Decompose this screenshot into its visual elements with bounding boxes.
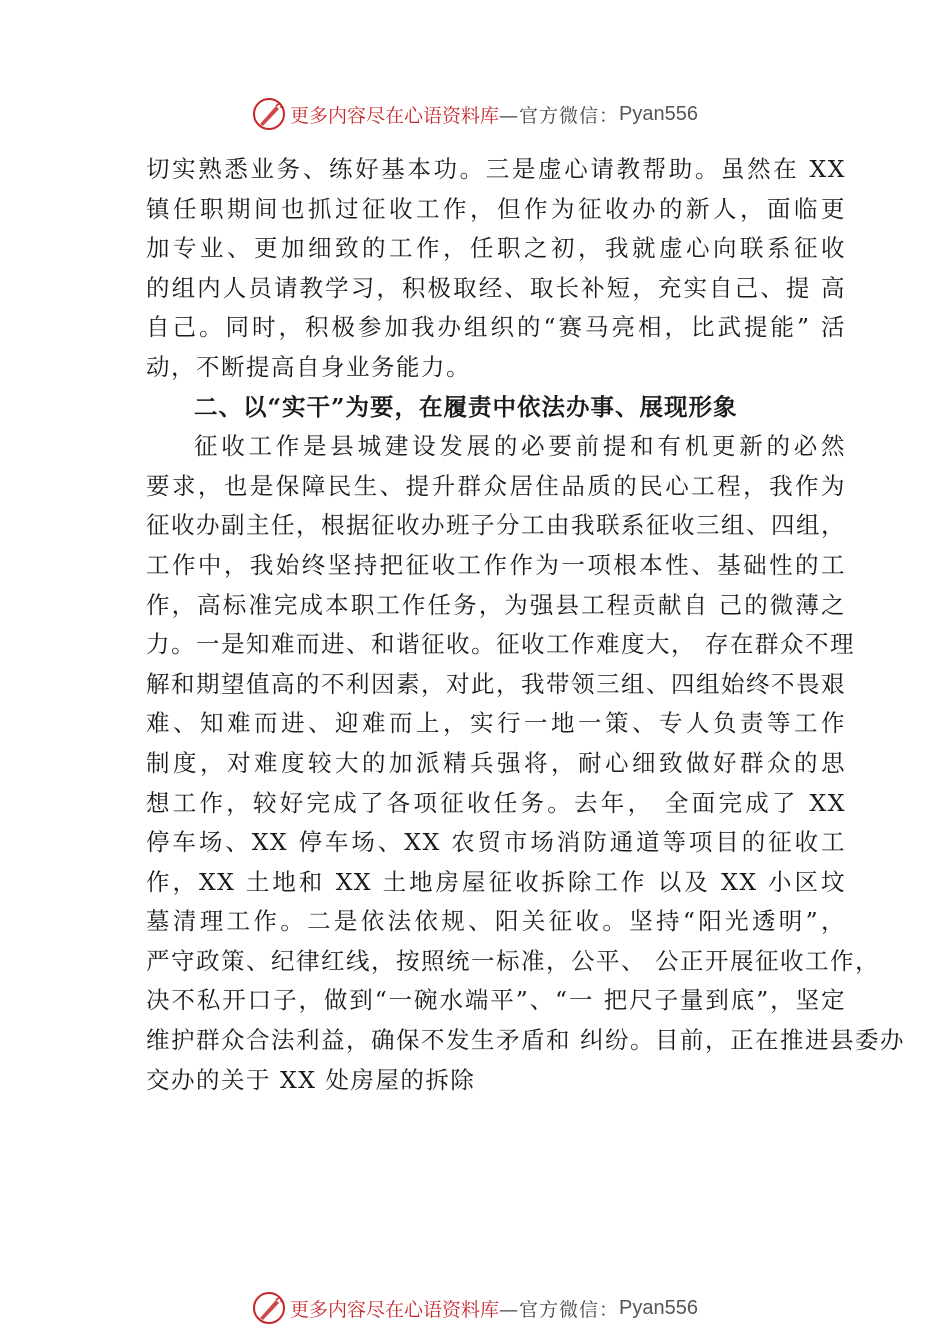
watermark-red-text: 更多内容尽在心语资料库	[290, 104, 500, 127]
watermark-footer	[0, 1290, 950, 1326]
watermark-dash-text: —官方微信：	[499, 104, 620, 127]
text-line: 停车场、XX 停车场、XX 农贸市场消防通道等项目的征收工	[146, 828, 846, 857]
watermark-header	[0, 96, 950, 132]
text-line: 征收办副主任，根据征收办班子分工由我联系征收三组、四组，	[146, 511, 846, 540]
text-line: 的组内人员请教学习，积极取经、取长补短，充实自己、提 高	[146, 273, 846, 302]
text-line: 工作中，我始终坚持把征收工作作为一项根本性、基础性的工	[146, 550, 846, 579]
watermark-wechat-id: Pyan556	[619, 1296, 698, 1319]
text-line: 严守政策、纪律红线，按照统一标准，公平、 公正开展征收工作，	[146, 946, 880, 975]
text-line: 决不私开口子，做到“一碗水端平”、“一 把尺子量到底”，坚定	[146, 986, 846, 1015]
text-line: 加专业、更加细致的工作，任职之初，我就虚心向联系征收	[146, 234, 846, 263]
watermark-red-text: 更多内容尽在心语资料库	[290, 1298, 500, 1321]
text-line: 征收工作是县城建设发展的必要前提和有机更新的必然	[194, 432, 846, 461]
document-body	[146, 150, 905, 1100]
quill-logo-icon	[252, 97, 286, 131]
text-line: 维护群众合法利益，确保不发生矛盾和 纠纷。目前，正在推进县委办	[146, 1026, 905, 1055]
text-line: 动，不断提高自身业务能力。	[146, 352, 471, 381]
text-line: 难、知难而进、迎难而上，实行一地一策、专人负责等工作	[146, 709, 846, 738]
text-line: 镇任职期间也抓过征收工作，但作为征收办的新人，面临更	[146, 194, 846, 223]
text-line: 作，高标准完成本职工作任务，为强县工程贡献自 己的微薄之	[146, 590, 846, 619]
text-line: 交办的关于 XX 处房屋的拆除	[146, 1065, 476, 1094]
watermark-wechat-id: Pyan556	[619, 102, 698, 125]
text-line: 力。一是知难而进、和谐征收。征收工作难度大， 存在群众不理	[146, 630, 855, 659]
text-line: 要求，也是保障民生、提升群众居住品质的民心工程，我作为	[146, 471, 846, 500]
text-line: 切实熟悉业务、练好基本功。三是虚心请教帮助。虽然在 XX	[146, 155, 846, 183]
text-line: 墓清理工作。二是依法依规、阳关征收。坚持“阳光透明”，	[146, 907, 846, 936]
text-line: 解和期望值高的不利因素，对此，我带领三组、四组始终不畏艰	[146, 669, 846, 698]
section-heading: 二、以“实干”为要，在履责中依法办事、展现形象	[194, 392, 738, 421]
text-line: 想工作，较好完成了各项征收任务。去年， 全面完成了 XX	[146, 788, 846, 817]
text-line: 制度，对难度较大的加派精兵强将，耐心细致做好群众的思	[146, 748, 846, 777]
watermark-dash-text: —官方微信：	[499, 1298, 620, 1321]
quill-logo-icon	[252, 1291, 286, 1325]
text-line: 自己。同时，积极参加我办组织的“赛马亮相，比武提能” 活	[146, 313, 846, 342]
text-line: 作，XX 土地和 XX 土地房屋征收拆除工作 以及 XX 小区坟	[146, 867, 846, 896]
